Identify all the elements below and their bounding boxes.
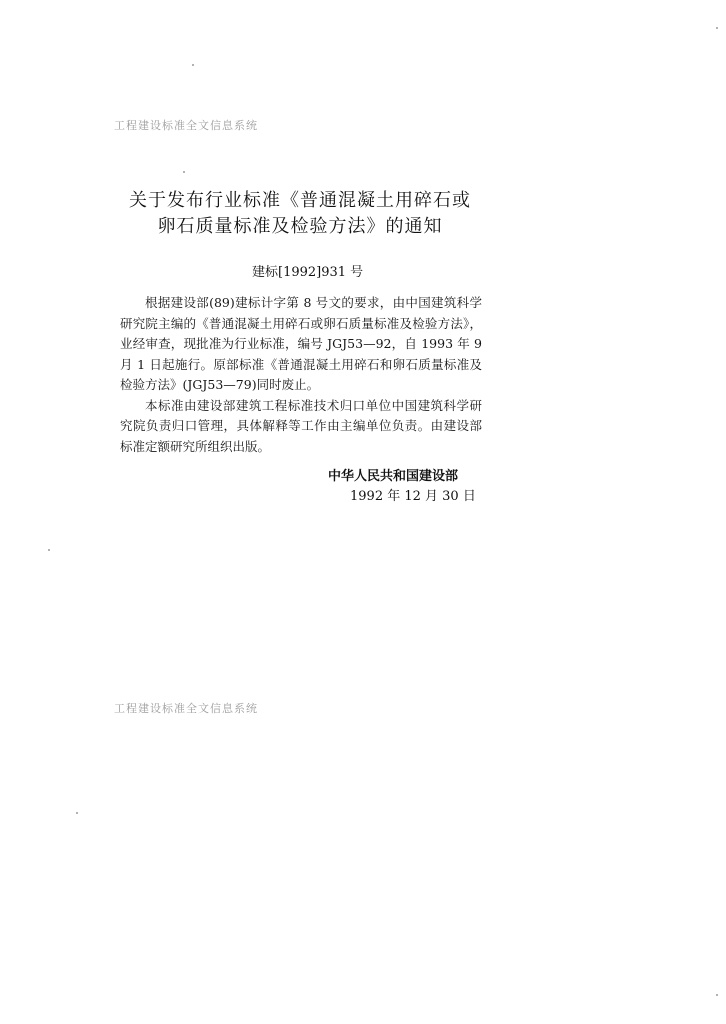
- body-paragraph-1: 根据建设部(89)建标计字第 8 号文的要求，由中国建筑科学研究院主编的《普通混凝土用碎石或卵石质量标准及检验方法》，业经审查，现批准为行业标准，编号 JGJ53—92，自 1993 年 9 月 1 日起施行。原部标准《普通混凝土用碎石和卵石质量标准及检验方法》(JGJ53—79)同时废止。: [120, 295, 482, 392]
- scan-speck: [183, 171, 185, 173]
- header-watermark: 工程建设标准全文信息系统: [114, 119, 258, 132]
- footer-watermark: 工程建设标准全文信息系统: [114, 702, 258, 715]
- scan-speck: [48, 549, 50, 551]
- body-paragraph-2: 本标准由建设部建筑工程标准技术归口单位中国建筑科学研究院负责归口管理，具体解释等工作由主编单位负责。由建设部标准定额研究所组织出版。: [120, 397, 482, 454]
- scan-speck: [76, 812, 78, 814]
- notice-title-line-2: 卵石质量标准及检验方法》的通知: [157, 216, 443, 237]
- document-number: 建标[1992]931 号: [252, 265, 364, 280]
- scan-speck: [192, 64, 194, 66]
- issue-date: 1992 年 12 月 30 日: [350, 489, 476, 504]
- notice-title-line-1: 关于发布行业标准《普通混凝土用碎石或: [129, 190, 471, 211]
- signature-block: [320, 467, 476, 507]
- notice-title: [120, 188, 480, 240]
- notice-body: [120, 293, 482, 457]
- scan-speck: [716, 994, 718, 996]
- scan-speck: [716, 27, 718, 29]
- issuing-organization: 中华人民共和国建设部: [328, 469, 459, 484]
